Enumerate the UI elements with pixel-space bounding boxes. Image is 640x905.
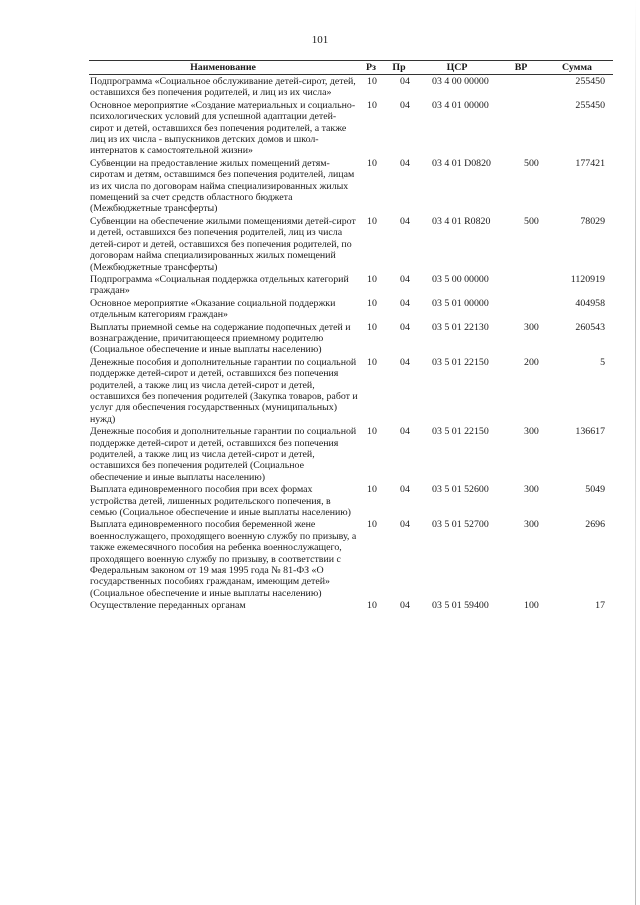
row-vr xyxy=(520,76,564,99)
row-rz: 10 xyxy=(367,157,377,169)
row-pr: 04 xyxy=(400,519,410,531)
row-sum: 255450 xyxy=(575,99,605,111)
row-pr: 04 xyxy=(400,600,410,612)
row-rz: 10 xyxy=(367,273,377,285)
row-vr: 200 xyxy=(524,356,539,368)
row-csr: 03 5 01 59400 xyxy=(432,600,489,612)
table-row xyxy=(89,357,613,425)
row-rz: 10 xyxy=(367,519,377,531)
row-vr: 300 xyxy=(524,519,539,531)
row-pr: 04 xyxy=(400,157,410,169)
row-pr: 04 xyxy=(400,99,410,111)
row-vr xyxy=(520,298,564,321)
row-pr: 04 xyxy=(400,484,410,496)
row-name: Основное мероприятие «Оказание социальной поддержки отдельным категориям граждан» xyxy=(90,297,336,321)
row-sum: 404958 xyxy=(575,297,605,309)
row-pr: 04 xyxy=(400,426,410,438)
table-row xyxy=(89,426,613,483)
row-sum: 78029 xyxy=(580,215,605,227)
row-name: Субвенции на обеспечение жилыми помещениями детей-сирот и детей, оставшихся без попечения родителей, лиц из числа детей-сирот и детей, оставшихся без попечения родителей, по договорам найма специализированных жилых помещений (Межбюджетные трансферты) xyxy=(90,215,356,273)
table-body xyxy=(89,76,613,612)
row-vr: 300 xyxy=(524,321,539,333)
row-pr: 04 xyxy=(400,356,410,368)
table-row xyxy=(89,100,613,157)
row-sum: 260543 xyxy=(575,321,605,333)
row-csr: 03 4 00 00000 xyxy=(432,76,489,87)
row-sum: 2696 xyxy=(585,519,605,531)
header-pr: Пр xyxy=(392,62,406,73)
budget-table xyxy=(89,60,613,612)
row-rz: 10 xyxy=(367,297,377,309)
row-csr: 03 5 01 22150 xyxy=(432,356,489,368)
row-csr: 03 5 01 52700 xyxy=(432,519,489,531)
row-csr: 03 5 01 22130 xyxy=(432,321,489,333)
row-sum: 1120919 xyxy=(570,273,605,285)
row-name: Выплата единовременного пособия при всех формах устройства детей, лишенных родительского попечения, в семью (Социальное обеспечение и иные выплаты населению) xyxy=(90,484,351,519)
row-rz: 10 xyxy=(367,215,377,227)
row-vr: 100 xyxy=(524,600,539,612)
row-name: Субвенции на предоставление жилых помещений детям-сиротам и детям, оставшимся без попечения родителей, лицам из их числа по договорам найма специализированных жилых помещений за счет средств областного бюджета (Межбюджетные трансферты) xyxy=(90,157,355,215)
row-rz: 10 xyxy=(367,99,377,111)
row-csr: 03 5 01 22150 xyxy=(432,426,489,438)
table-row xyxy=(89,216,613,273)
table-row xyxy=(89,600,613,611)
row-name: Подпрограмма «Социальная поддержка отдельных категорий граждан» xyxy=(90,273,349,297)
row-vr xyxy=(520,274,564,297)
row-name: Подпрограмма «Социальное обслуживание детей-сирот, детей, оставшихся без попечения родителей, и лиц из их числа» xyxy=(90,76,356,99)
header-rz: Рз xyxy=(365,62,376,73)
table-row xyxy=(89,158,613,215)
table-row xyxy=(89,322,613,356)
row-pr: 04 xyxy=(400,215,410,227)
table-row xyxy=(89,519,613,599)
row-rz: 10 xyxy=(367,600,377,612)
row-rz: 10 xyxy=(367,356,377,368)
row-rz: 10 xyxy=(367,426,377,438)
row-rz: 10 xyxy=(367,484,377,496)
row-name: Выплаты приемной семье на содержание подопечных детей и вознаграждение, причитающееся приемному родителю (Социальное обеспечение и иные выплаты населению) xyxy=(90,321,351,356)
row-pr: 04 xyxy=(400,321,410,333)
header-csr: ЦСР xyxy=(446,62,468,73)
row-name: Денежные пособия и дополнительные гарантии по социальной поддержке детей-сирот и детей, оставшихся без попечения родителей, а также лиц из числа детей-сирот и детей, оставшихся без попечения родителей (Социальное обеспечение и иные выплаты населению) xyxy=(90,426,357,483)
header-vr: ВР xyxy=(514,62,528,73)
row-name: Выплата единовременного пособия беременной жене военнослужащего, проходящего военную службу по призыву, а также ежемесячного пособия на ребенка военнослужащего, проходящего военную службу по призыву, в соответствии с Федеральным законом от 19 мая 1995 года № 81-ФЗ «О государственных пособиях гражданам, имеющим детей» (Социальное обеспечение и иные выплаты населению) xyxy=(90,519,357,599)
row-sum: 5049 xyxy=(585,484,605,496)
row-pr: 04 xyxy=(400,76,410,87)
row-pr: 04 xyxy=(400,273,410,285)
row-sum: 136617 xyxy=(575,426,605,438)
row-csr: 03 5 01 52600 xyxy=(432,484,489,496)
row-sum: 255450 xyxy=(575,76,605,87)
scan-edge xyxy=(635,0,636,905)
table-row xyxy=(89,76,613,99)
table-row xyxy=(89,484,613,518)
row-name: Основное мероприятие «Создание материальных и социально-психологических условий для успешной адаптации детей-сирот и детей, оставшихся без попечения родителей, а также лиц из их числа - выпускников детских домов и школ-интернатов к самостоятельной жизни» xyxy=(90,99,356,157)
row-csr: 03 5 01 00000 xyxy=(432,297,489,309)
row-rz: 10 xyxy=(367,76,377,87)
row-sum: 17 xyxy=(595,600,605,612)
row-pr: 04 xyxy=(400,297,410,309)
row-vr: 500 xyxy=(524,215,539,227)
header-name: Наименование xyxy=(190,62,256,73)
table-header xyxy=(89,60,613,75)
page-number: 101 xyxy=(311,34,329,46)
row-name: Денежные пособия и дополнительные гарантии по социальной поддержке детей-сирот и детей, оставшихся без попечения родителей, а также лиц из числа детей-сирот и детей, оставшихся без попечения родителей (Закупка товаров, работ и услуг для обеспечения государственных (муниципальных) нужд) xyxy=(90,356,358,425)
row-sum: 5 xyxy=(600,356,605,368)
row-vr xyxy=(520,100,564,157)
row-vr: 500 xyxy=(524,157,539,169)
row-csr: 03 4 01 R0820 xyxy=(432,215,491,227)
row-vr: 300 xyxy=(524,484,539,496)
table-row xyxy=(89,298,613,321)
table-row xyxy=(89,274,613,297)
row-csr: 03 4 01 00000 xyxy=(432,99,489,111)
row-csr: 03 4 01 D0820 xyxy=(432,157,491,169)
row-rz: 10 xyxy=(367,321,377,333)
row-name: Осуществление переданных органам xyxy=(90,600,246,612)
row-sum: 177421 xyxy=(575,157,605,169)
row-csr: 03 5 00 00000 xyxy=(432,273,489,285)
row-vr: 300 xyxy=(524,426,539,438)
header-sum: Сумма xyxy=(561,62,592,73)
